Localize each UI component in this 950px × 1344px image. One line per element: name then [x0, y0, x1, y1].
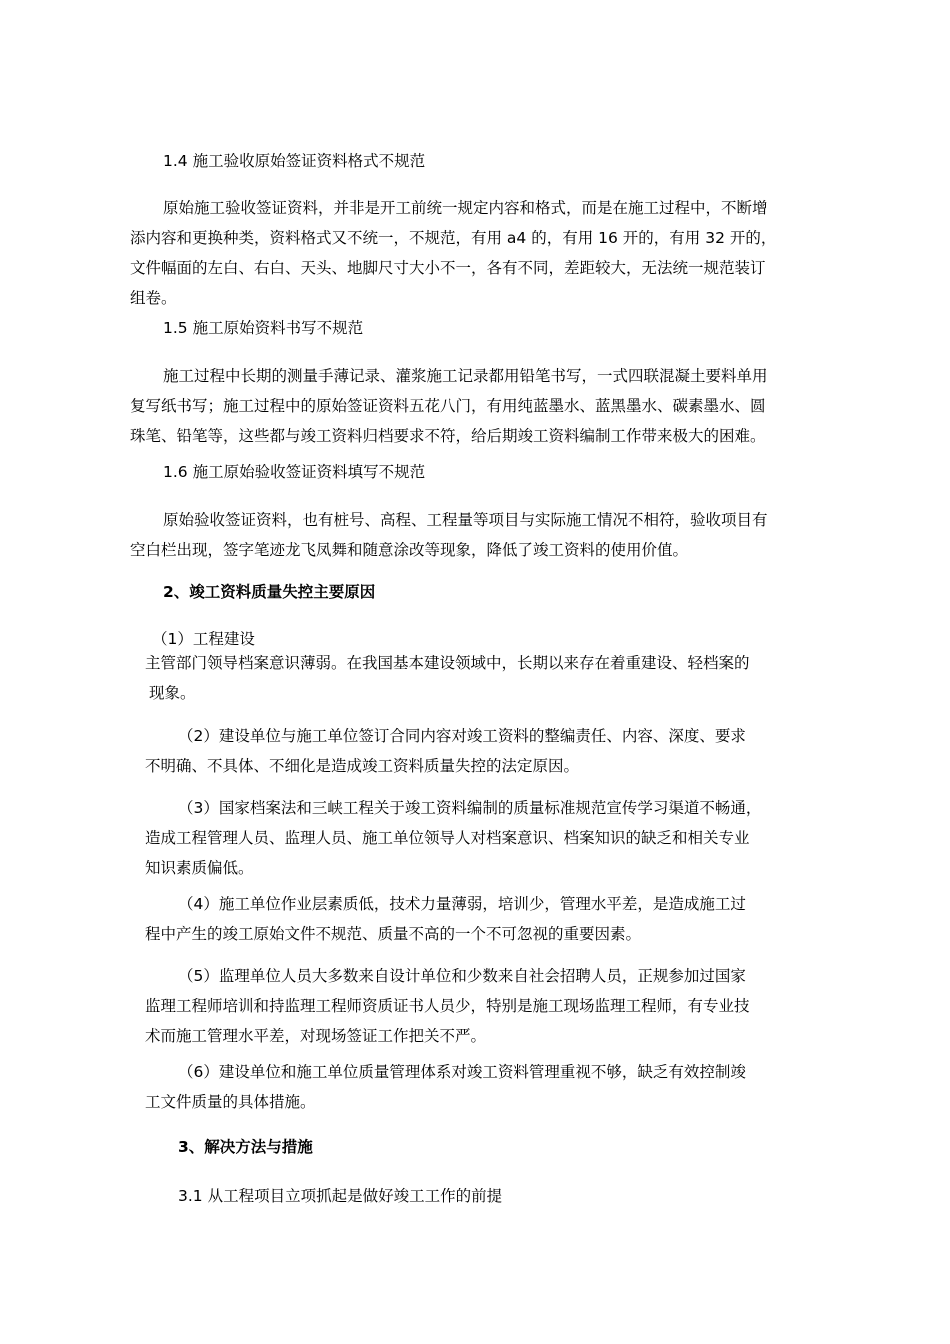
- paragraph-line: 原始验收签证资料，也有桩号、高程、工程量等项目与实际施工情况不相符，验收项目有: [163, 511, 768, 529]
- heading-text: 1.5 施工原始资料书写不规范: [163, 319, 364, 337]
- reason-line: 程中产生的竣工原始文件不规范、质量不高的一个不可忽视的重要因素。: [145, 925, 642, 943]
- paragraph-line: 复写纸书写；施工过程中的原始签证资料五花八门，有用纯蓝墨水、蓝黑墨水、碳素墨水、圆: [130, 397, 766, 415]
- reason-line: （4）施工单位作业层素质低，技术力量薄弱，培训少，管理水平差，是造成施工过: [178, 895, 746, 913]
- reason-line: 工文件质量的具体措施。: [145, 1093, 316, 1111]
- heading-text: 3、解决方法与措施: [178, 1138, 313, 1156]
- paragraph-line: 文件幅面的左白、右白、天头、地脚尺寸大小不一，各有不同，差距较大，无法统一规范装订: [130, 259, 766, 277]
- heading-text: 1.4 施工验收原始签证资料格式不规范: [163, 152, 426, 170]
- paragraph-1-6: [130, 505, 768, 565]
- reason-line: （5）监理单位人员大多数来自设计单位和少数来自社会招聘人员，正规参加过国家: [178, 967, 746, 985]
- heading-text: 3.1 从工程项目立项抓起是做好竣工工作的前提: [178, 1187, 503, 1205]
- paragraph-1-5: [130, 361, 768, 451]
- reason-line: 监理工程师培训和持监理工程师资质证书人员少，特别是施工现场监理工程师，有专业技: [145, 997, 750, 1015]
- heading-text: 2、竣工资料质量失控主要原因: [163, 583, 376, 601]
- paragraph-line: 珠笔、铅笔等，这些都与竣工资料归档要求不符，给后期竣工资料编制工作带来极大的困难。: [130, 427, 766, 445]
- reason-item-4: [145, 889, 746, 949]
- reason-item-1: [145, 624, 750, 708]
- section-heading-1-4: [163, 146, 425, 176]
- paragraph-line: 施工过程中长期的测量手薄记录、灌浆施工记录都用铅笔书写，一式四联混凝土要料单用: [163, 367, 768, 385]
- heading-text: 1.6 施工原始验收签证资料填写不规范: [163, 463, 426, 481]
- section-heading-2: [163, 577, 375, 607]
- reason-item-5: [145, 961, 750, 1051]
- reason-line: 不明确、不具体、不细化是造成竣工资料质量失控的法定原因。: [145, 757, 580, 775]
- subsection-heading-3-1: [178, 1181, 502, 1211]
- paragraph-1-4: [130, 193, 776, 313]
- reason-line: （1）工程建设: [152, 630, 255, 648]
- reason-item-6: [145, 1057, 746, 1117]
- section-heading-3: [178, 1132, 313, 1162]
- reason-line: 知识素质偏低。: [145, 859, 254, 877]
- section-heading-1-6: [163, 457, 425, 487]
- reason-item-3: [145, 793, 761, 883]
- reason-line: （2）建设单位与施工单位签订合同内容对竣工资料的整编责任、内容、深度、要求: [178, 727, 746, 745]
- paragraph-line: 空白栏出现，签字笔迹龙飞凤舞和随意涂改等现象，降低了竣工资料的使用价值。: [130, 541, 689, 559]
- section-heading-1-5: [163, 313, 363, 343]
- paragraph-line: 添内容和更换种类，资料格式又不统一，不规范，有用 a4 的，有用 16 开的，有用 32 开的，: [130, 229, 777, 247]
- reason-line: 主管部门领导档案意识薄弱。在我国基本建设领域中，长期以来存在着重建设、轻档案的: [145, 654, 750, 672]
- reason-line: （6）建设单位和施工单位质量管理体系对竣工资料管理重视不够，缺乏有效控制竣: [178, 1063, 746, 1081]
- reason-item-2: [145, 721, 746, 781]
- reason-line: （3）国家档案法和三峡工程关于竣工资料编制的质量标准规范宣传学习渠道不畅通，: [178, 799, 762, 817]
- reason-line: 现象。: [149, 684, 196, 702]
- paragraph-line: 原始施工验收签证资料，并非是开工前统一规定内容和格式，而是在施工过程中，不断增: [163, 199, 768, 217]
- paragraph-line: 组卷。: [130, 289, 177, 307]
- reason-line: 造成工程管理人员、监理人员、施工单位领导人对档案意识、档案知识的缺乏和相关专业: [145, 829, 750, 847]
- reason-line: 术而施工管理水平差，对现场签证工作把关不严。: [145, 1027, 487, 1045]
